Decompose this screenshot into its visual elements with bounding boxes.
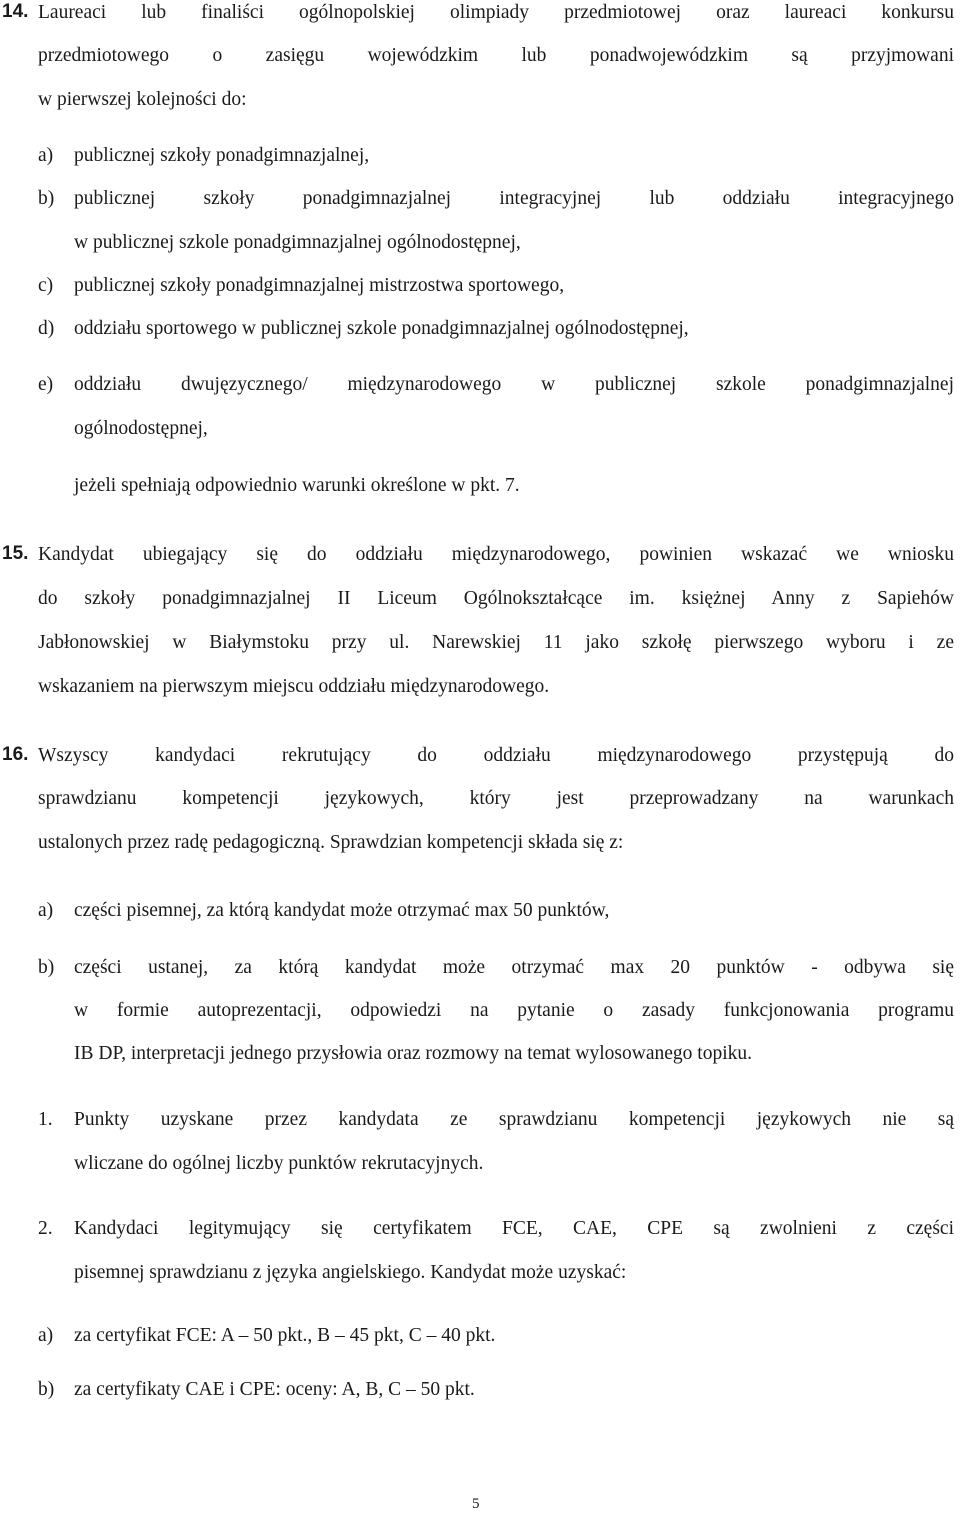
paragraph-line: do szkoły ponadgimnazjalnej II Liceum Ogólnokształcące im. księżnej Anny z Sapiehów bbox=[38, 588, 954, 609]
list-item: części pisemnej, za którą kandydat może otrzymać max 50 punktów, bbox=[74, 900, 610, 921]
list-item: publicznej szkoły ponadgimnazjalnej, bbox=[74, 145, 370, 166]
certificate-label: a) bbox=[38, 1325, 54, 1346]
closing-condition: jeżeli spełniają odpowiednio warunki określone w pkt. 7. bbox=[74, 475, 520, 496]
list-label: d) bbox=[38, 318, 55, 339]
paragraph-line: ustalonych przez radę pedagogiczną. Sprawdzian kompetencji składa się z: bbox=[38, 832, 624, 853]
page-number: 5 bbox=[472, 1496, 480, 1512]
list-label: a) bbox=[38, 900, 54, 921]
section-number: 15. bbox=[2, 543, 29, 564]
list-item-continuation: ogólnodostępnej, bbox=[74, 418, 208, 439]
paragraph-line: Laureaci lub finaliści ogólnopolskiej olimpiady przedmiotowej oraz laureaci konkursu bbox=[38, 2, 954, 23]
list-label: e) bbox=[38, 374, 54, 395]
list-item-continuation: IB DP, interpretacji jednego przysłowia oraz rozmowy na temat wylosowanego topiku. bbox=[74, 1043, 752, 1064]
list-label: a) bbox=[38, 145, 54, 166]
paragraph-line: Kandydat ubiegający się do oddziału międzynarodowego, powinien wskazać we wniosku bbox=[38, 544, 954, 565]
section-number: 16. bbox=[2, 744, 29, 765]
point-label: 1. bbox=[38, 1109, 53, 1130]
list-item-continuation: w publicznej szkole ponadgimnazjalnej ogólnodostępnej, bbox=[74, 232, 521, 253]
certificate-label: b) bbox=[38, 1379, 55, 1400]
paragraph-line: sprawdzianu kompetencji językowych, który jest przeprowadzany na warunkach bbox=[38, 788, 954, 809]
list-item: publicznej szkoły ponadgimnazjalnej integracyjnej lub oddziału integracyjnego bbox=[74, 188, 954, 209]
list-label: b) bbox=[38, 188, 55, 209]
paragraph-line: Jabłonowskiej w Białymstoku przy ul. Narewskiej 11 jako szkołę pierwszego wyboru i ze bbox=[38, 632, 954, 653]
list-item: publicznej szkoły ponadgimnazjalnej mistrzostwa sportowego, bbox=[74, 275, 565, 296]
section-number: 14. bbox=[2, 1, 29, 22]
paragraph-line: Wszyscy kandydaci rekrutujący do oddziału międzynarodowego przystępują do bbox=[38, 745, 954, 766]
point-label: 2. bbox=[38, 1218, 53, 1239]
paragraph-line: wskazaniem na pierwszym miejscu oddziału międzynarodowego. bbox=[38, 676, 550, 697]
paragraph-line: w pierwszej kolejności do: bbox=[38, 89, 247, 110]
point-item-continuation: wliczane do ogólnej liczby punktów rekrutacyjnych. bbox=[74, 1153, 484, 1174]
point-item: Punkty uzyskane przez kandydata ze sprawdzianu kompetencji językowych nie są bbox=[74, 1109, 954, 1130]
certificate-item: za certyfikaty CAE i CPE: oceny: A, B, C – 50 pkt. bbox=[74, 1379, 475, 1400]
list-label: b) bbox=[38, 957, 55, 978]
list-item: oddziału dwujęzycznego/ międzynarodowego w publicznej szkole ponadgimnazjalnej bbox=[74, 374, 954, 395]
list-label: c) bbox=[38, 275, 54, 296]
point-item: Kandydaci legitymujący się certyfikatem FCE, CAE, CPE są zwolnieni z części bbox=[74, 1218, 954, 1239]
list-item-continuation: w formie autoprezentacji, odpowiedzi na pytanie o zasady funkcjonowania programu bbox=[74, 1000, 954, 1021]
list-item: części ustanej, za którą kandydat może otrzymać max 20 punktów - odbywa się bbox=[74, 957, 954, 978]
list-item: oddziału sportowego w publicznej szkole ponadgimnazjalnej ogólnodostępnej, bbox=[74, 318, 689, 339]
paragraph-line: przedmiotowego o zasięgu wojewódzkim lub ponadwojewódzkim są przyjmowani bbox=[38, 45, 954, 66]
certificate-item: za certyfikat FCE: A – 50 pkt., B – 45 pkt, C – 40 pkt. bbox=[74, 1325, 496, 1346]
point-item-continuation: pisemnej sprawdzianu z języka angielskiego. Kandydat może uzyskać: bbox=[74, 1262, 627, 1283]
